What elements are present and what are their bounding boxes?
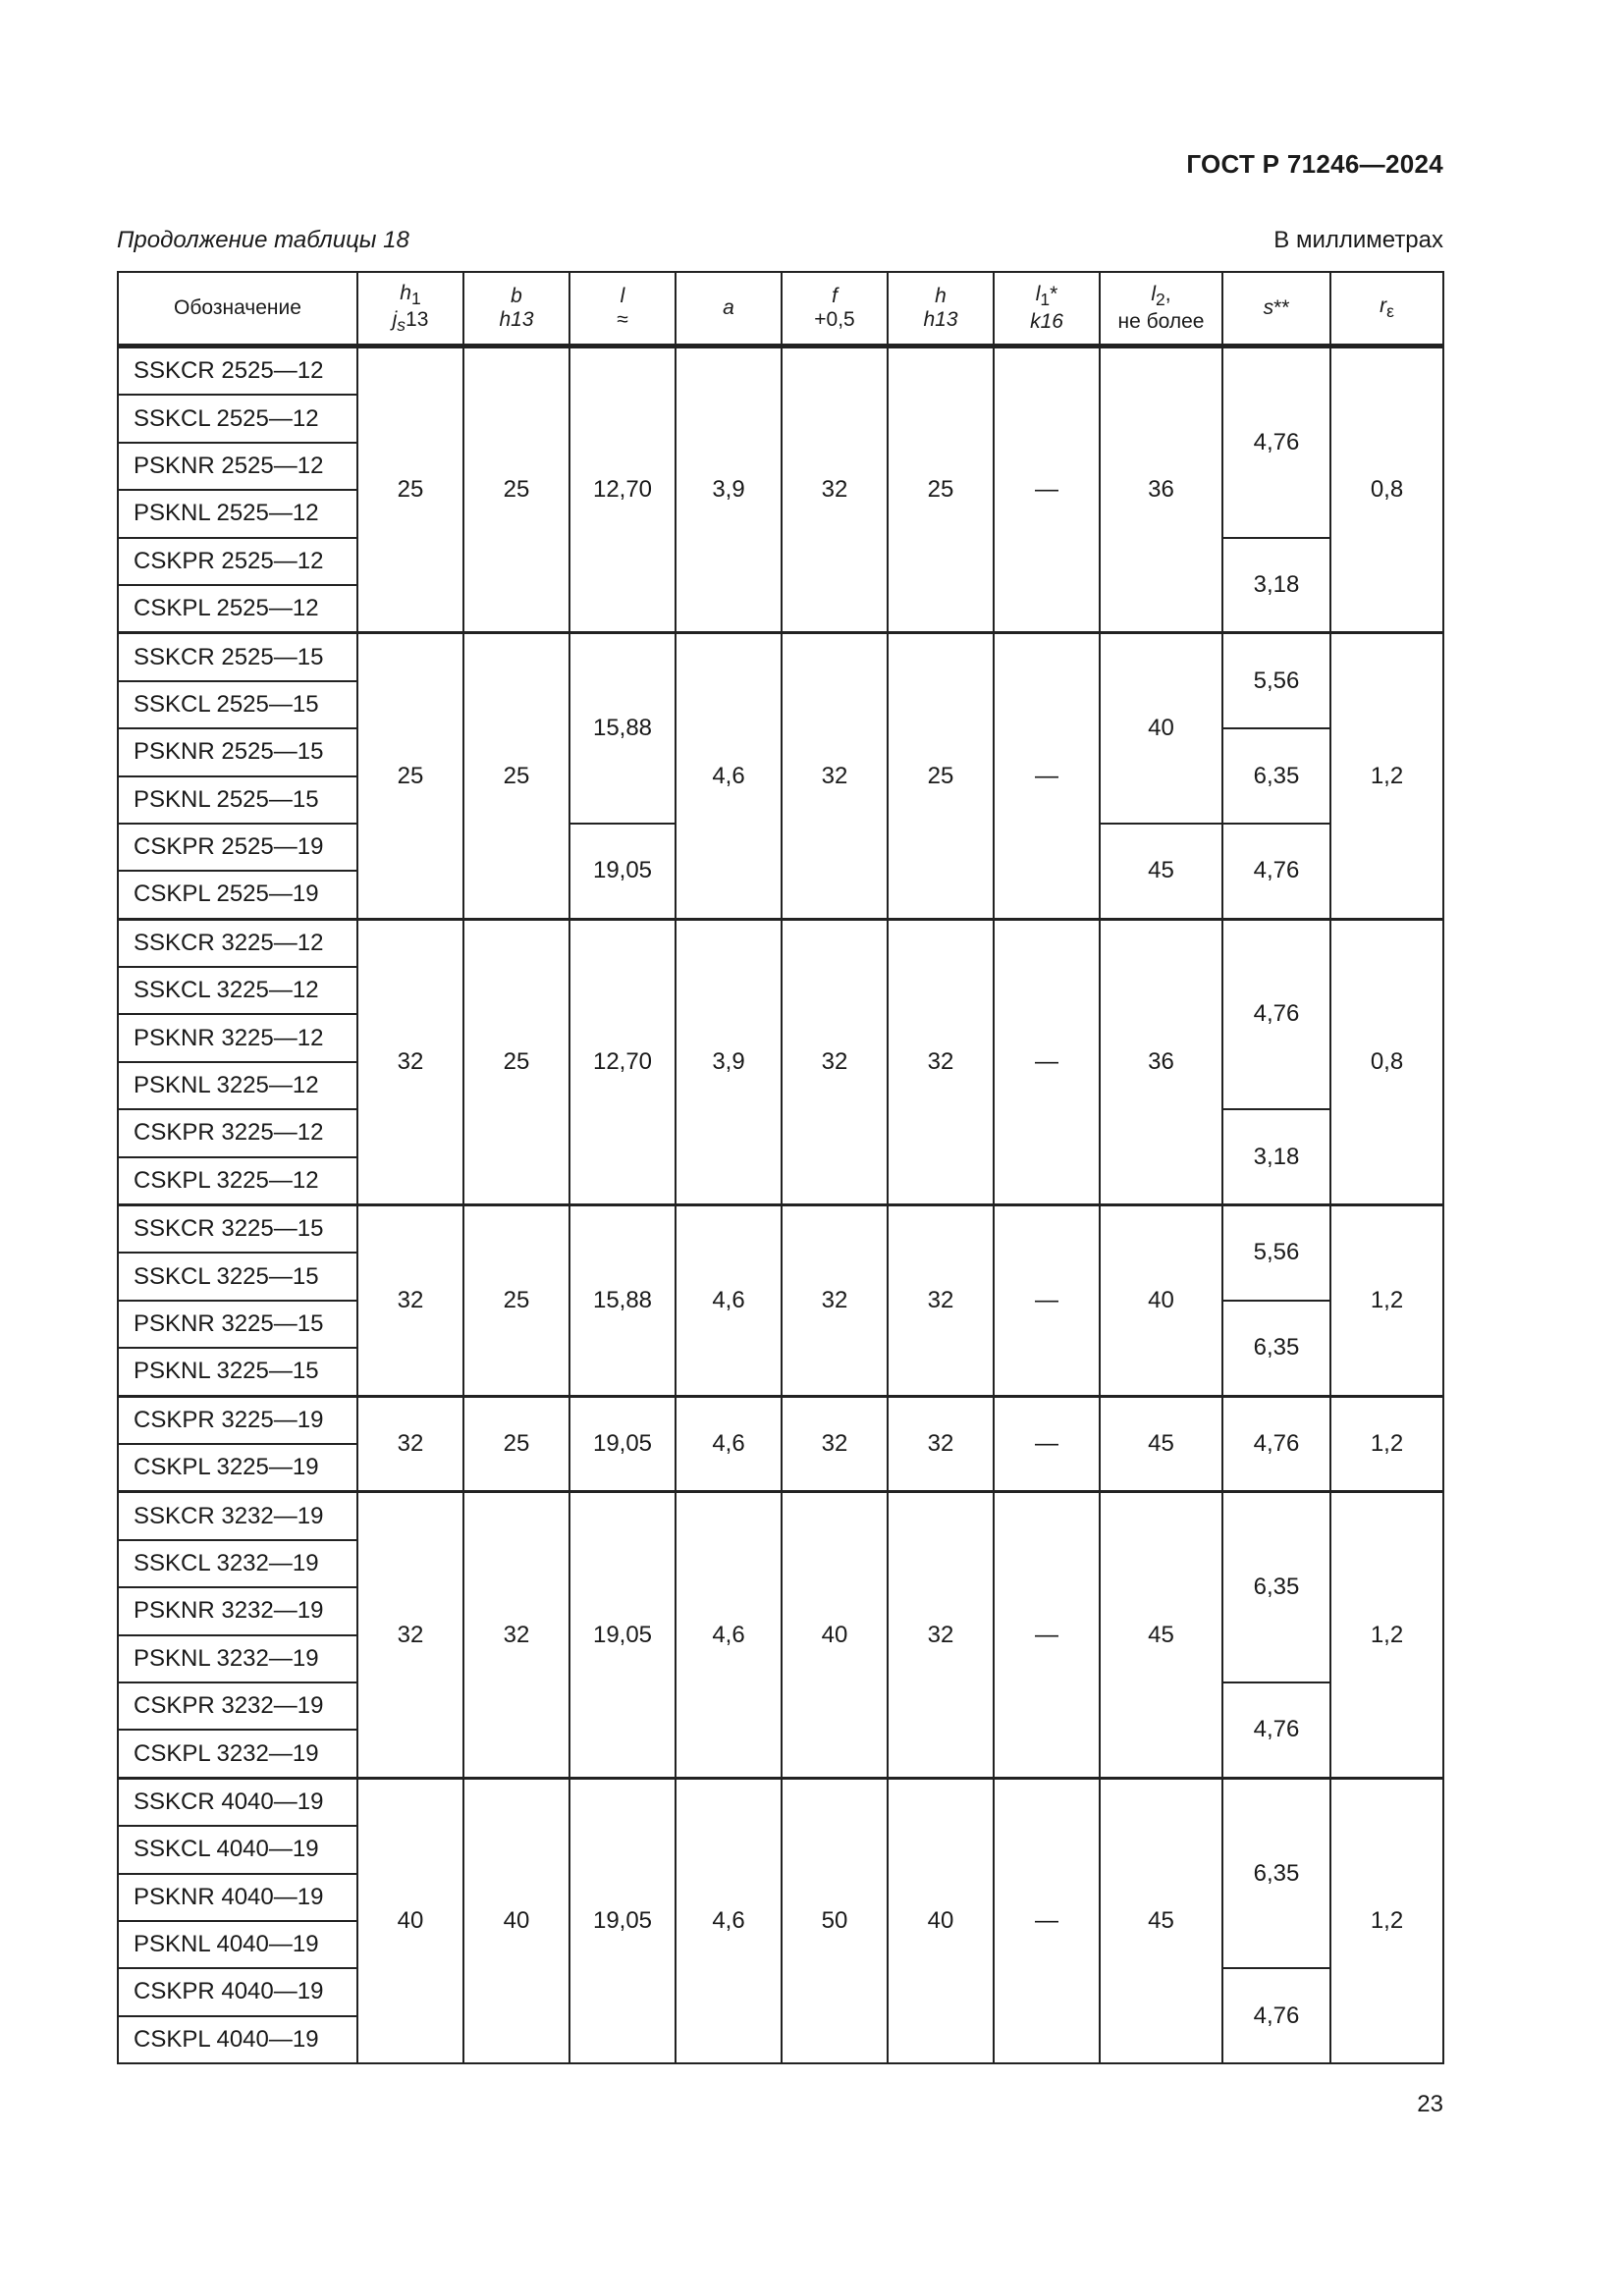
l-cell: 12,70 [569,347,676,633]
designation-cell: CSKPL 2525—12 [118,585,357,633]
r-symbol: r [1380,294,1387,318]
h-cell: 40 [888,1778,994,2063]
f-cell: 32 [782,919,888,1204]
h-cell: 32 [888,919,994,1204]
h1-cell: 32 [357,1492,463,1778]
l-approx: ≈ [617,308,628,331]
l1-cell: — [994,347,1100,633]
l1-cell: — [994,1205,1100,1397]
r-cell: 1,2 [1330,1492,1443,1778]
designation-cell: PSKNL 3225—12 [118,1062,357,1109]
table-row [118,1396,1443,1444]
designation-cell: CSKPR 4040—19 [118,1968,357,2015]
h-cell: 32 [888,1205,994,1397]
designation-cell: PSKNR 2525—12 [118,443,357,490]
designation-cell: CSKPL 2525—19 [118,871,357,919]
l2-cell: 36 [1100,919,1222,1204]
l2-symbol: l [1151,283,1157,306]
table-row [118,1205,1443,1254]
r-cell: 0,8 [1330,347,1443,633]
designation-cell: PSKNL 3232—19 [118,1635,357,1682]
f-cell: 32 [782,347,888,633]
b-cell: 25 [463,347,569,633]
designation-cell: SSKCL 3225—12 [118,967,357,1014]
a-symbol: a [723,295,734,319]
l2-cell: 45 [1100,1492,1222,1778]
l2-cell: 40 [1100,633,1222,824]
header-designation-label: Обозначение [174,295,301,319]
designation-cell: SSKCR 3232—19 [118,1492,357,1540]
designation-cell: SSKCL 4040—19 [118,1826,357,1873]
designation-cell: PSKNL 2525—12 [118,490,357,537]
f-tolerance: +0,5 [814,308,855,331]
l-cell: 15,88 [569,633,676,824]
table-row [118,1492,1443,1540]
l-cell: 19,05 [569,1396,676,1492]
r-cell: 1,2 [1330,1205,1443,1397]
b-cell: 25 [463,1205,569,1397]
designation-cell: SSKCR 3225—15 [118,1205,357,1254]
designation-cell: CSKPR 3232—19 [118,1682,357,1730]
header-l [569,272,676,347]
header-a [676,272,782,347]
f-cell: 32 [782,1205,888,1397]
b-cell: 25 [463,919,569,1204]
header-h [888,272,994,347]
designation-cell: SSKCL 3232—19 [118,1540,357,1587]
l2-cell: 45 [1100,1778,1222,2063]
l2-cell: 45 [1100,1396,1222,1492]
h-tolerance: h13 [923,308,958,331]
h-cell: 25 [888,633,994,919]
designation-cell: PSKNR 2525—15 [118,728,357,775]
h1-cell: 25 [357,633,463,919]
a-cell: 4,6 [676,1492,782,1778]
designation-cell: SSKCL 3225—15 [118,1253,357,1300]
b-cell: 32 [463,1492,569,1778]
s-cell: 6,35 [1222,1301,1330,1396]
table-row [118,919,1443,967]
designation-cell: SSKCR 4040—19 [118,1778,357,1826]
s-cell: 4,76 [1222,1682,1330,1778]
l-cell: 19,05 [569,1492,676,1778]
designation-cell: CSKPL 3225—12 [118,1157,357,1205]
s-cell: 3,18 [1222,538,1330,633]
a-cell: 4,6 [676,1205,782,1397]
l1-cell: — [994,1778,1100,2063]
designation-cell: PSKNR 3225—15 [118,1301,357,1348]
l2-note: не более [1117,309,1205,333]
table-row [118,347,1443,396]
header-s [1222,272,1330,347]
header-f [782,272,888,347]
r-subscript: ε [1386,301,1394,322]
header-designation [118,272,357,347]
h1-tolerance-letter: j [392,308,398,331]
s-cell: 4,76 [1222,347,1330,538]
h1-tolerance-grade: 13 [406,308,429,331]
f-cell: 32 [782,633,888,919]
standard-designation: ГОСТ Р 71246—2024 [1186,149,1443,179]
l1-cell: — [994,1396,1100,1492]
s-cell: 6,35 [1222,1492,1330,1682]
f-cell: 40 [782,1492,888,1778]
a-cell: 4,6 [676,1396,782,1492]
s-cell: 3,18 [1222,1109,1330,1204]
b-cell: 25 [463,1396,569,1492]
l1-cell: — [994,919,1100,1204]
header-b [463,272,569,347]
r-cell: 1,2 [1330,1396,1443,1492]
b-cell: 25 [463,633,569,919]
l1-cell: — [994,1492,1100,1778]
a-cell: 3,9 [676,347,782,633]
l2-cell: 45 [1100,824,1222,919]
a-cell: 3,9 [676,919,782,1204]
designation-cell: CSKPL 4040—19 [118,2016,357,2063]
s-cell: 5,56 [1222,633,1330,728]
l1-cell: — [994,633,1100,919]
s-cell: 6,35 [1222,1778,1330,1968]
l1-footnote-mark: * [1050,283,1058,306]
f-cell: 50 [782,1778,888,2063]
l-cell: 19,05 [569,1778,676,2063]
designation-cell: SSKCR 2525—12 [118,347,357,396]
l2-cell: 40 [1100,1205,1222,1397]
l1-symbol: l [1035,283,1041,306]
r-cell: 0,8 [1330,919,1443,1204]
h-symbol: h [935,284,947,307]
l2-subscript: 2 [1156,290,1165,310]
b-tolerance: h13 [499,308,534,331]
l1-subscript: 1 [1040,290,1051,310]
l-cell: 12,70 [569,919,676,1204]
header-r [1330,272,1443,347]
f-cell: 32 [782,1396,888,1492]
l2-comma: , [1164,283,1171,306]
table-row [118,633,1443,681]
s-cell: 4,76 [1222,1396,1330,1492]
a-cell: 4,6 [676,633,782,919]
l2-cell: 36 [1100,347,1222,633]
h1-cell: 25 [357,347,463,633]
s-symbol: s [1263,295,1274,319]
designation-cell: SSKCR 3225—12 [118,919,357,967]
designation-cell: PSKNR 3225—12 [118,1014,357,1061]
designation-cell: PSKNR 4040—19 [118,1874,357,1921]
designation-cell: CSKPL 3232—19 [118,1730,357,1778]
header-h1 [357,272,463,347]
header-row [118,272,1443,347]
table-caption: Продолжение таблицы 18 [117,227,409,253]
l-cell: 15,88 [569,1205,676,1397]
h-cell: 32 [888,1492,994,1778]
designation-cell: SSKCR 2525—15 [118,633,357,681]
designation-cell: CSKPL 3225—19 [118,1444,357,1492]
units-note: В миллиметрах [1273,227,1443,253]
h1-symbol: h [400,281,411,304]
header-l1 [994,272,1100,347]
header-l2 [1100,272,1222,347]
designation-cell: CSKPR 2525—12 [118,538,357,585]
designation-cell: PSKNR 3232—19 [118,1587,357,1634]
l-cell: 19,05 [569,824,676,919]
s-cell: 6,35 [1222,728,1330,824]
designation-cell: CSKPR 2525—19 [118,824,357,871]
s-cell: 4,76 [1222,1968,1330,2063]
designation-cell: CSKPR 3225—19 [118,1396,357,1444]
designation-cell: SSKCL 2525—12 [118,395,357,442]
a-cell: 4,6 [676,1778,782,2063]
f-symbol: f [832,284,838,307]
designation-cell: PSKNL 3225—15 [118,1348,357,1396]
b-symbol: b [511,284,522,307]
h1-cell: 40 [357,1778,463,2063]
r-cell: 1,2 [1330,633,1443,919]
l-symbol: l [620,284,625,307]
r-cell: 1,2 [1330,1778,1443,2063]
designation-cell: CSKPR 3225—12 [118,1109,357,1156]
designation-cell: PSKNL 4040—19 [118,1921,357,1968]
h1-subscript: 1 [410,288,421,308]
s-cell: 4,76 [1222,919,1330,1109]
designation-cell: SSKCL 2525—15 [118,681,357,728]
table-row [118,1778,1443,1826]
h-cell: 25 [888,347,994,633]
h-cell: 32 [888,1396,994,1492]
page-number: 23 [1417,2091,1443,2117]
h1-cell: 32 [357,919,463,1204]
h1-cell: 32 [357,1396,463,1492]
l1-tolerance: k16 [1030,309,1063,333]
dimensions-table [117,271,1444,2064]
designation-cell: PSKNL 2525—15 [118,776,357,824]
b-cell: 40 [463,1778,569,2063]
s-cell: 4,76 [1222,824,1330,919]
h1-tolerance-subscript: s [397,315,406,336]
s-footnote-mark: ** [1273,295,1290,319]
s-cell: 5,56 [1222,1205,1330,1301]
h1-cell: 32 [357,1205,463,1397]
